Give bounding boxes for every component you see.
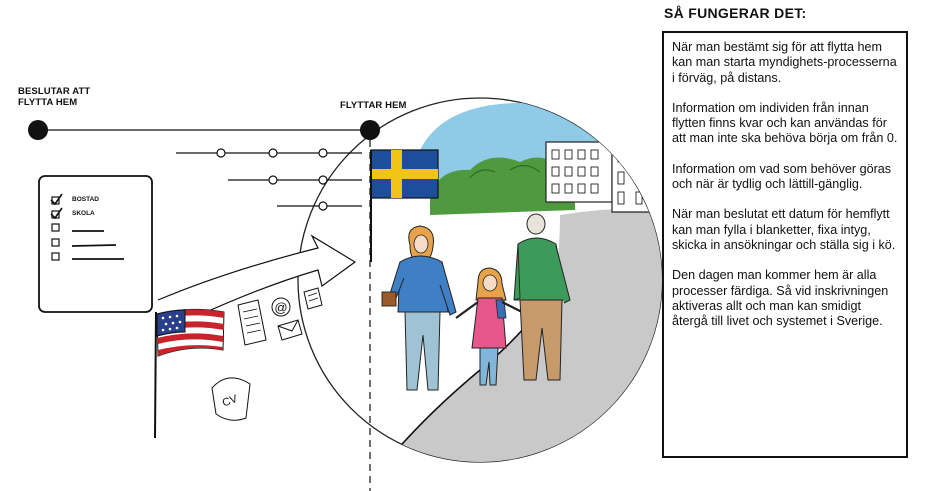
checkbox-3	[52, 224, 59, 231]
panel-title: SÅ FUNGERAR DET:	[664, 5, 807, 21]
checkbox-5	[52, 253, 59, 260]
us-flag	[157, 309, 224, 356]
start-label-line2: FLYTTA HEM	[18, 97, 78, 108]
cv-text: CV	[220, 392, 240, 410]
panel-paragraph-3: Information om vad som behöver göras och när är tydlig och lättill-gänglig.	[672, 161, 892, 192]
svg-text:@: @	[274, 300, 288, 315]
checkbox-4	[52, 239, 59, 246]
end-label: FLYTTAR HEM	[340, 100, 407, 111]
checklist-item-skola: SKOLA	[72, 210, 95, 217]
document-icon	[238, 300, 266, 345]
info-panel	[662, 31, 908, 458]
start-label-line1: BESLUTAR ATT	[18, 86, 91, 97]
panel-paragraph-2: Information om individen från innan flytten finns kvar och kan användas för att man inte ska behöva börja om från 0.	[672, 100, 898, 146]
homecoming-scene	[298, 98, 680, 470]
panel-paragraph-5: Den dagen man kommer hem är alla processer färdiga. Så vid inskrivningen aktiveras allt och man kan smidigt återgå till livet och systemet i Sverige.	[672, 268, 889, 329]
panel-paragraph-1: När man bestämt sig för att flytta hem kan man starta myndighets-processerna i förväg, på distans.	[672, 40, 897, 85]
swedish-flag	[371, 150, 438, 198]
end-node	[360, 120, 380, 140]
checklist-item-bostad: BOSTAD	[72, 196, 99, 203]
start-node	[28, 120, 48, 140]
panel-paragraph-4: När man beslutat ett datum för hemflytt kan man fylla i blanketter, fixa intyg, skicka in ansökningar och ställa sig i kö.	[672, 207, 896, 252]
email-at-icon	[272, 298, 290, 316]
